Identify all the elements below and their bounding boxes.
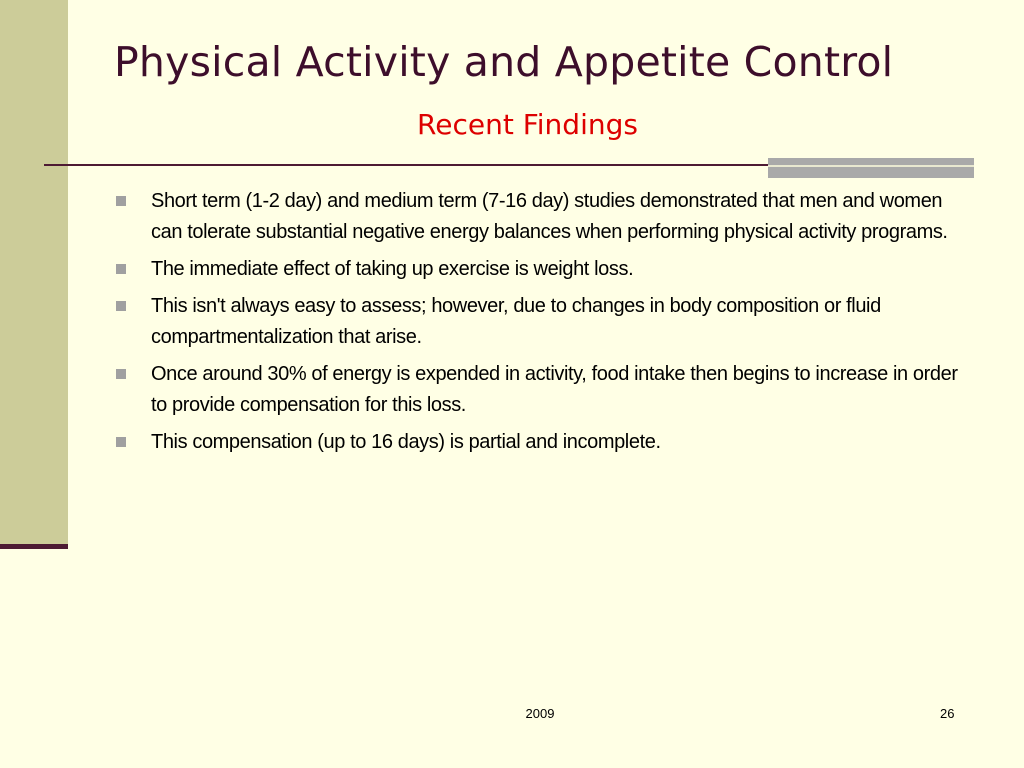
title-divider-accent-block	[768, 158, 974, 178]
title-divider-accent-line	[768, 165, 974, 167]
bullet-text: Short term (1-2 day) and medium term (7-16 day) studies demonstrated that men and women can tolerate substantial negative energy balances when performing physical activity programs.	[151, 190, 948, 243]
bullet-item	[116, 359, 966, 421]
square-bullet-icon	[116, 369, 126, 379]
square-bullet-icon	[116, 437, 126, 447]
square-bullet-icon	[116, 264, 126, 274]
footer-year: 2009	[525, 706, 555, 721]
footer-page-number: 26	[940, 706, 955, 721]
left-accent-underline	[0, 544, 68, 549]
slide-subtitle: Recent Findings	[417, 108, 638, 141]
left-accent-bar	[0, 0, 68, 546]
bullet-list	[116, 186, 966, 464]
square-bullet-icon	[116, 196, 126, 206]
square-bullet-icon	[116, 301, 126, 311]
bullet-item	[116, 254, 966, 285]
bullet-item	[116, 291, 966, 353]
bullet-text: The immediate effect of taking up exercise is weight loss.	[151, 258, 634, 280]
bullet-text: This compensation (up to 16 days) is partial and incomplete.	[151, 431, 661, 453]
bullet-text: This isn't always easy to assess; however, due to changes in body composition or fluid compartmentalization that arise.	[151, 295, 881, 348]
bullet-item	[116, 427, 966, 458]
bullet-item	[116, 186, 966, 248]
slide-title: Physical Activity and Appetite Control	[114, 38, 894, 86]
bullet-text: Once around 30% of energy is expended in activity, food intake then begins to increase in order to provide compensation for this loss.	[151, 363, 958, 416]
